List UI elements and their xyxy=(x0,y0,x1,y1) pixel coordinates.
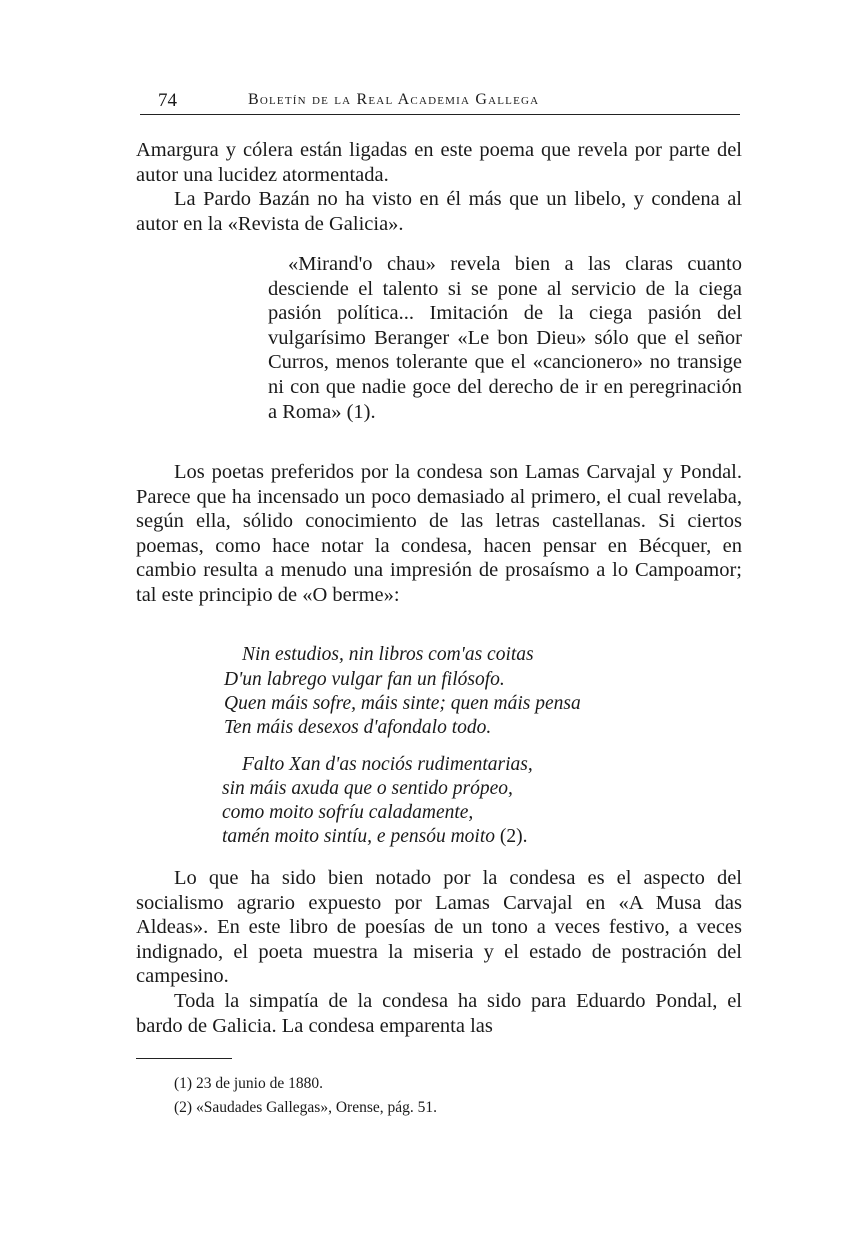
verse-line xyxy=(222,826,527,848)
verse-line: sin máis axuda que o sentido própeo, xyxy=(222,778,513,799)
paragraph-pardo-bazan: La Pardo Bazán no ha visto en él más que un libelo, y condena al autor en la «Revista de Galicia». xyxy=(136,188,742,235)
verse-line: Nin estudios, nin libros com'as coitas xyxy=(242,644,534,665)
verse-line: D'un labrego vulgar fan un filósofo. xyxy=(224,669,505,690)
paragraph-pondal: Toda la simpatía de la condesa ha sido para Eduardo Pondal, el bardo de Galicia. La condesa emparenta las xyxy=(136,989,742,1037)
footnote-1: (1) 23 de junio de 1880. xyxy=(174,1075,323,1092)
verse-line: Ten máis desexos d'afondalo todo. xyxy=(224,717,492,738)
header-rule xyxy=(140,114,740,115)
block-quote: «Mirand'o chau» revela bien a las claras cuanto desciende el talento si se pone al servicio de la ciega pasión política... Imitación de la ciega pasión del vulgarísimo Beranger «Le bon Dieu» sólo que el señor Curros, menos tolerante que el «cancionero» no transige ni con que nadie goce del derecho de ir en peregrinación a Roma» (1). xyxy=(268,253,742,423)
paragraph-amargura: Amargura y cólera están ligadas en este poema que revela por parte del autor una lucidez atormentada. xyxy=(136,139,742,186)
verse-line: como moito sofríu caladamente, xyxy=(222,802,474,823)
footnote-rule xyxy=(136,1058,232,1059)
page-number: 74 xyxy=(158,90,177,111)
paragraph-lamas-carvajal: Lo que ha sido bien notado por la condesa es el aspecto del socialismo agrario expuesto por Lamas Carvajal en «A Musa das Aldeas». En este libro de poesías de un tono a veces festivo, a veces indignado, el poeta muestra la miseria y el estado de postración del campesino. xyxy=(136,867,742,988)
verse-line: Falto Xan d'as nociós rudimentarias, xyxy=(242,754,533,775)
verse-line: Quen máis sofre, máis sinte; quen máis pensa xyxy=(224,693,581,714)
footnote-2: (2) «Saudades Gallegas», Orense, pág. 51. xyxy=(174,1099,437,1116)
body-section-top xyxy=(136,138,742,236)
running-header xyxy=(140,90,742,114)
running-title: Boletín de la Real Academia Gallega xyxy=(248,91,540,108)
footnote-marker: (2). xyxy=(499,826,528,847)
verse-line-text: tamén moito sintíu, e pensóu moito xyxy=(222,826,495,847)
body-section-bottom xyxy=(136,866,742,1038)
paragraph-poets: Los poetas preferidos por la condesa son Lamas Carvajal y Pondal. Parece que ha incensado un poco demasiado al primero, el cual revelaba, según ella, sólido conocimiento de las letras castellanas. Si ciertos poemas, como hace notar la condesa, hacen pensar en Bécquer, en cambio resulta a menudo una impresión de prosaísmo a lo Campoamor; tal este principio de «O berme»: xyxy=(136,461,742,606)
